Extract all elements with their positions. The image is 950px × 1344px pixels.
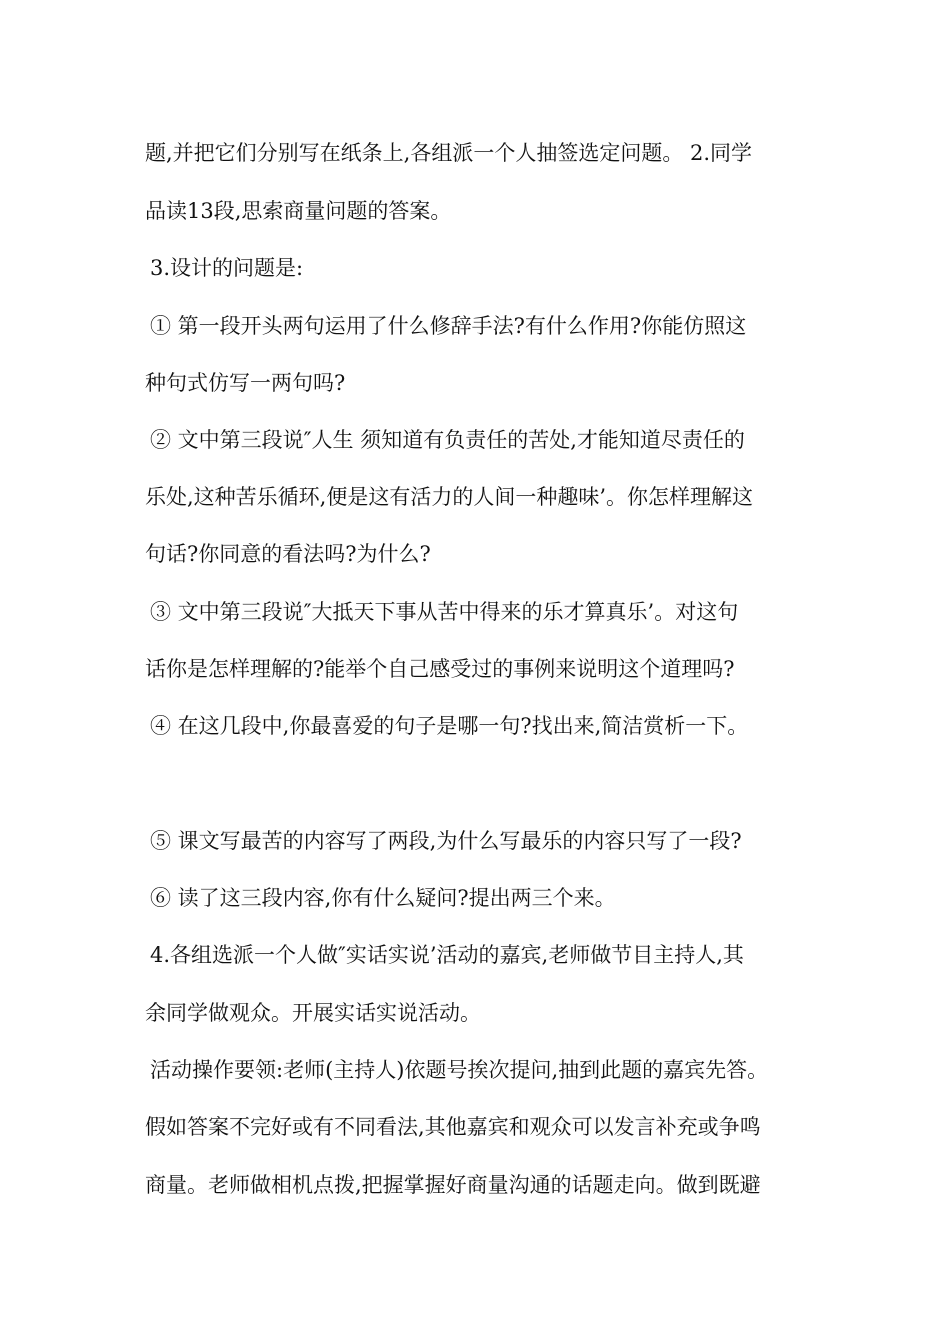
text-line: 题,并把它们分别写在纸条上,各组派一个人抽签选定问题。 2.同学 — [145, 141, 753, 165]
text-line: 种句式仿写一两句吗? — [145, 371, 346, 395]
text-line: 商量。老师做相机点拨,把握掌握好商量沟通的话题走向。做到既避 — [145, 1173, 761, 1197]
text-line: 3.设计的问题是: — [150, 256, 304, 280]
text-line: 假如答案不完好或有不同看法,其他嘉宾和观众可以发言补充或争鸣 — [145, 1115, 761, 1139]
text-line: ④ 在这几段中,你最喜爱的句子是哪一句?找出来,简洁赏析一下。 — [150, 714, 749, 738]
text-line: 话你是怎样理解的?能举个自己感受过的事例来说明这个道理吗? — [145, 657, 735, 681]
text-line: ⑤ 课文写最苦的内容写了两段,为什么写最乐的内容只写了一段? — [150, 829, 742, 853]
text-line: ③ 文中第三段说″大抵天下事从苦中得来的乐才算真乐’。对这句 — [150, 600, 739, 624]
text-line: 乐处,这种苦乐循环,便是这有活力的人间一种趣味’。你怎样理解这 — [145, 485, 754, 509]
text-line: ⑥ 读了这三段内容,你有什么疑问?提出两三个来。 — [150, 886, 616, 910]
text-line: 品读13段,思索商量问题的答案。 — [145, 199, 452, 223]
text-line: ① 第一段开头两句运用了什么修辞手法?有什么作用?你能仿照这 — [150, 314, 747, 338]
text-line: 句话?你同意的看法吗?为什么? — [145, 542, 431, 566]
text-line: 余同学做观众。开展实话实说活动。 — [145, 1001, 481, 1025]
text-line: ② 文中第三段说″人生 须知道有负责任的苦处,才能知道尽责任的 — [150, 428, 745, 452]
text-line: 活动操作要领:老师(主持人)依题号挨次提问,抽到此题的嘉宾先答。 — [150, 1058, 769, 1082]
text-line: 4.各组选派一个人做″实话实说’活动的嘉宾,老师做节目主持人,其 — [150, 943, 744, 967]
